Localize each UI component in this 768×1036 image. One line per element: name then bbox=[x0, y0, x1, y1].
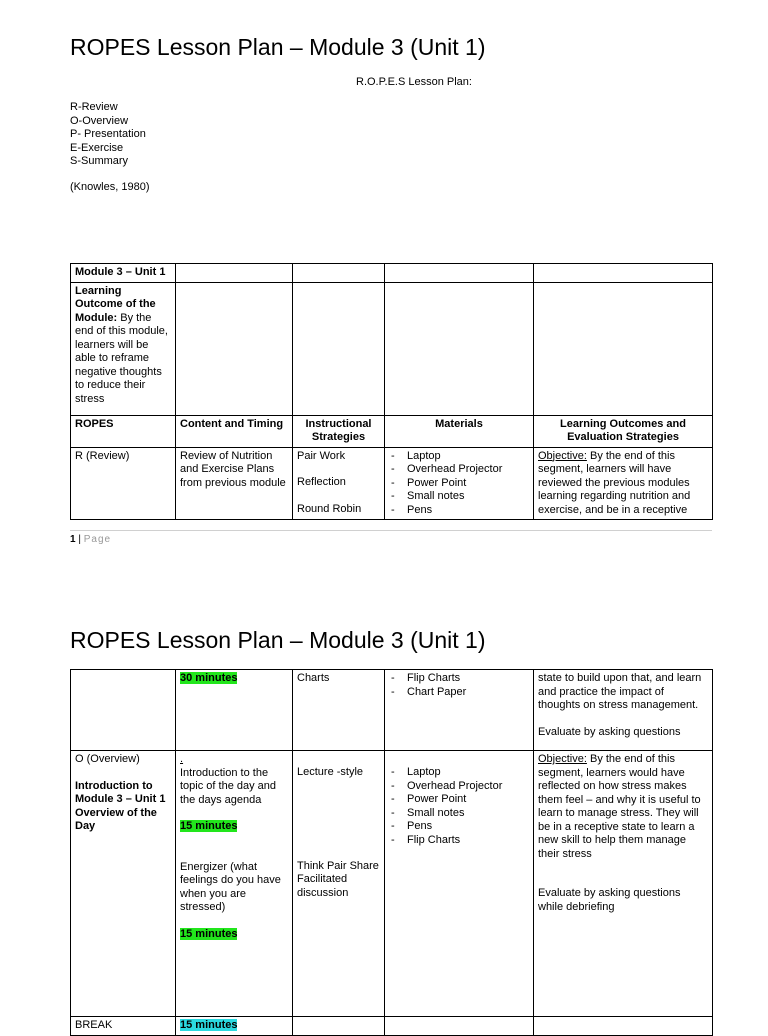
citation: (Knowles, 1980) bbox=[70, 181, 150, 193]
material-item: - Power Point bbox=[389, 477, 529, 491]
empty-cell bbox=[385, 282, 534, 415]
ropes-intro: Introduction to Module 3 – Unit 1 bbox=[75, 779, 166, 805]
ropes-label: O (Overview) bbox=[75, 753, 140, 765]
ropes-cell: BREAK bbox=[71, 1017, 176, 1036]
acronym-item: R-Review bbox=[70, 101, 118, 113]
outcomes-cell bbox=[534, 447, 713, 520]
strategy-item: Lecture -style bbox=[297, 766, 364, 778]
evaluate-text: Evaluate by asking questions while debriefing bbox=[538, 887, 681, 913]
header-materials: Materials bbox=[385, 415, 534, 447]
empty-cell bbox=[293, 282, 385, 415]
lo-heading: Learning Outcome of the Module: bbox=[75, 284, 156, 324]
material-item: - Overhead Projector bbox=[389, 463, 529, 477]
table-row bbox=[71, 751, 713, 1017]
objective-label: Objective: bbox=[538, 449, 587, 462]
outcomes-cell bbox=[534, 670, 713, 751]
empty-cell bbox=[176, 264, 293, 283]
material-item: - Chart Paper bbox=[389, 686, 529, 700]
material-item: - Pens bbox=[389, 504, 529, 518]
material-item: - Pens bbox=[389, 820, 529, 834]
header-outcomes: Learning Outcomes and Evaluation Strategies bbox=[534, 415, 713, 447]
page-number: 1 bbox=[70, 534, 76, 545]
header-strategies: Instructional Strategies bbox=[293, 415, 385, 447]
table-row bbox=[71, 264, 713, 283]
lesson-table-page1 bbox=[70, 263, 713, 520]
content-cell bbox=[176, 751, 293, 1017]
strategy-item: Think Pair Share Facilitated discussion bbox=[297, 859, 379, 899]
lesson-table-page2 bbox=[70, 669, 713, 1036]
objective-text: By the end of this segment, learners would have reflected on how stress makes them feel – and why it is useful to learn to manage stress. They will be in a receptive state to learn a new skill to help them manage their stress bbox=[538, 753, 701, 860]
time-badge: 15 minutes bbox=[180, 1019, 238, 1031]
strategies-cell bbox=[293, 447, 385, 520]
empty-cell bbox=[385, 264, 534, 283]
module-cell: Module 3 – Unit 1 bbox=[71, 264, 176, 283]
ropes-cell bbox=[71, 751, 176, 1017]
ropes-overview: Overview of the Day bbox=[75, 806, 157, 832]
page-separator: | bbox=[75, 534, 84, 545]
outcomes-cell bbox=[534, 751, 713, 1017]
empty-cell bbox=[293, 264, 385, 283]
acronym-list bbox=[70, 101, 146, 169]
material-item: - Flip Charts bbox=[389, 834, 529, 848]
table-header-row bbox=[71, 415, 713, 447]
acronym-item: S-Summary bbox=[70, 155, 129, 167]
strategies-cell bbox=[293, 751, 385, 1017]
material-item: - Small notes bbox=[389, 807, 529, 821]
strategy-item: Reflection bbox=[297, 476, 346, 488]
material-item: - Laptop bbox=[389, 766, 529, 780]
strategy-item: Round Robin bbox=[297, 502, 362, 515]
table-row bbox=[71, 1017, 713, 1036]
empty-cell bbox=[534, 282, 713, 415]
material-item: - Laptop bbox=[389, 450, 529, 464]
page-title: ROPES Lesson Plan – Module 3 (Unit 1) bbox=[70, 34, 486, 60]
table-row bbox=[71, 282, 713, 415]
empty-cell bbox=[176, 282, 293, 415]
outcome-text: state to build upon that, and learn and practice the impact of thoughts on stress management. bbox=[538, 672, 702, 711]
empty-cell bbox=[293, 1017, 385, 1036]
content-cell: Review of Nutrition and Exercise Plans from previous module bbox=[176, 447, 293, 520]
materials-cell bbox=[385, 670, 534, 751]
table-row bbox=[71, 447, 713, 520]
time-cell bbox=[176, 1017, 293, 1036]
evaluate-text: Evaluate by asking questions bbox=[538, 725, 681, 738]
acronym-item: E-Exercise bbox=[70, 141, 124, 154]
time-cell bbox=[176, 670, 293, 751]
materials-cell bbox=[385, 447, 534, 520]
page-footer bbox=[70, 530, 712, 545]
time-badge: 15 minutes bbox=[180, 927, 238, 940]
material-item: - Flip Charts bbox=[389, 672, 529, 686]
material-item: - Overhead Projector bbox=[389, 780, 529, 794]
strategy-cell: Charts bbox=[293, 670, 385, 751]
table-row bbox=[71, 670, 713, 751]
time-badge: 30 minutes bbox=[180, 672, 238, 684]
objective-text: By the end of this segment, learners will have reviewed the previous modules learning regarding nutrition and exercise, and be in a receptive bbox=[538, 449, 691, 516]
header-content: Content and Timing bbox=[176, 415, 293, 447]
empty-cell bbox=[534, 1017, 713, 1036]
acronym-item: P- Presentation bbox=[70, 128, 146, 140]
ropes-cell: R (Review) bbox=[71, 447, 176, 520]
content-energizer: Energizer (what feelings do you have when you are stressed) bbox=[180, 860, 281, 913]
subtitle bbox=[0, 76, 768, 88]
empty-cell bbox=[534, 264, 713, 283]
materials-cell bbox=[385, 751, 534, 1017]
material-item: - Small notes bbox=[389, 490, 529, 504]
acronym-item: O-Overview bbox=[70, 114, 129, 127]
empty-cell bbox=[71, 670, 176, 751]
time-badge: 15 minutes bbox=[180, 820, 238, 832]
page-title-2: ROPES Lesson Plan – Module 3 (Unit 1) bbox=[70, 627, 486, 653]
subtitle-text: R.O.P.E.S Lesson Plan: bbox=[356, 76, 472, 88]
material-item: - Power Point bbox=[389, 793, 529, 807]
content-dot: . bbox=[180, 753, 184, 765]
content-intro: Introduction to the topic of the day and the days agenda bbox=[180, 766, 277, 806]
learning-outcome-cell bbox=[71, 282, 176, 415]
lo-text: By the end of this module, learners will be able to reframe negative thoughts to reduce their stress bbox=[75, 311, 168, 405]
page-label: Page bbox=[83, 534, 112, 545]
strategy-item: Pair Work bbox=[297, 449, 346, 462]
objective-label: Objective: bbox=[538, 753, 587, 765]
empty-cell bbox=[385, 1017, 534, 1036]
header-ropes: ROPES bbox=[71, 415, 176, 447]
